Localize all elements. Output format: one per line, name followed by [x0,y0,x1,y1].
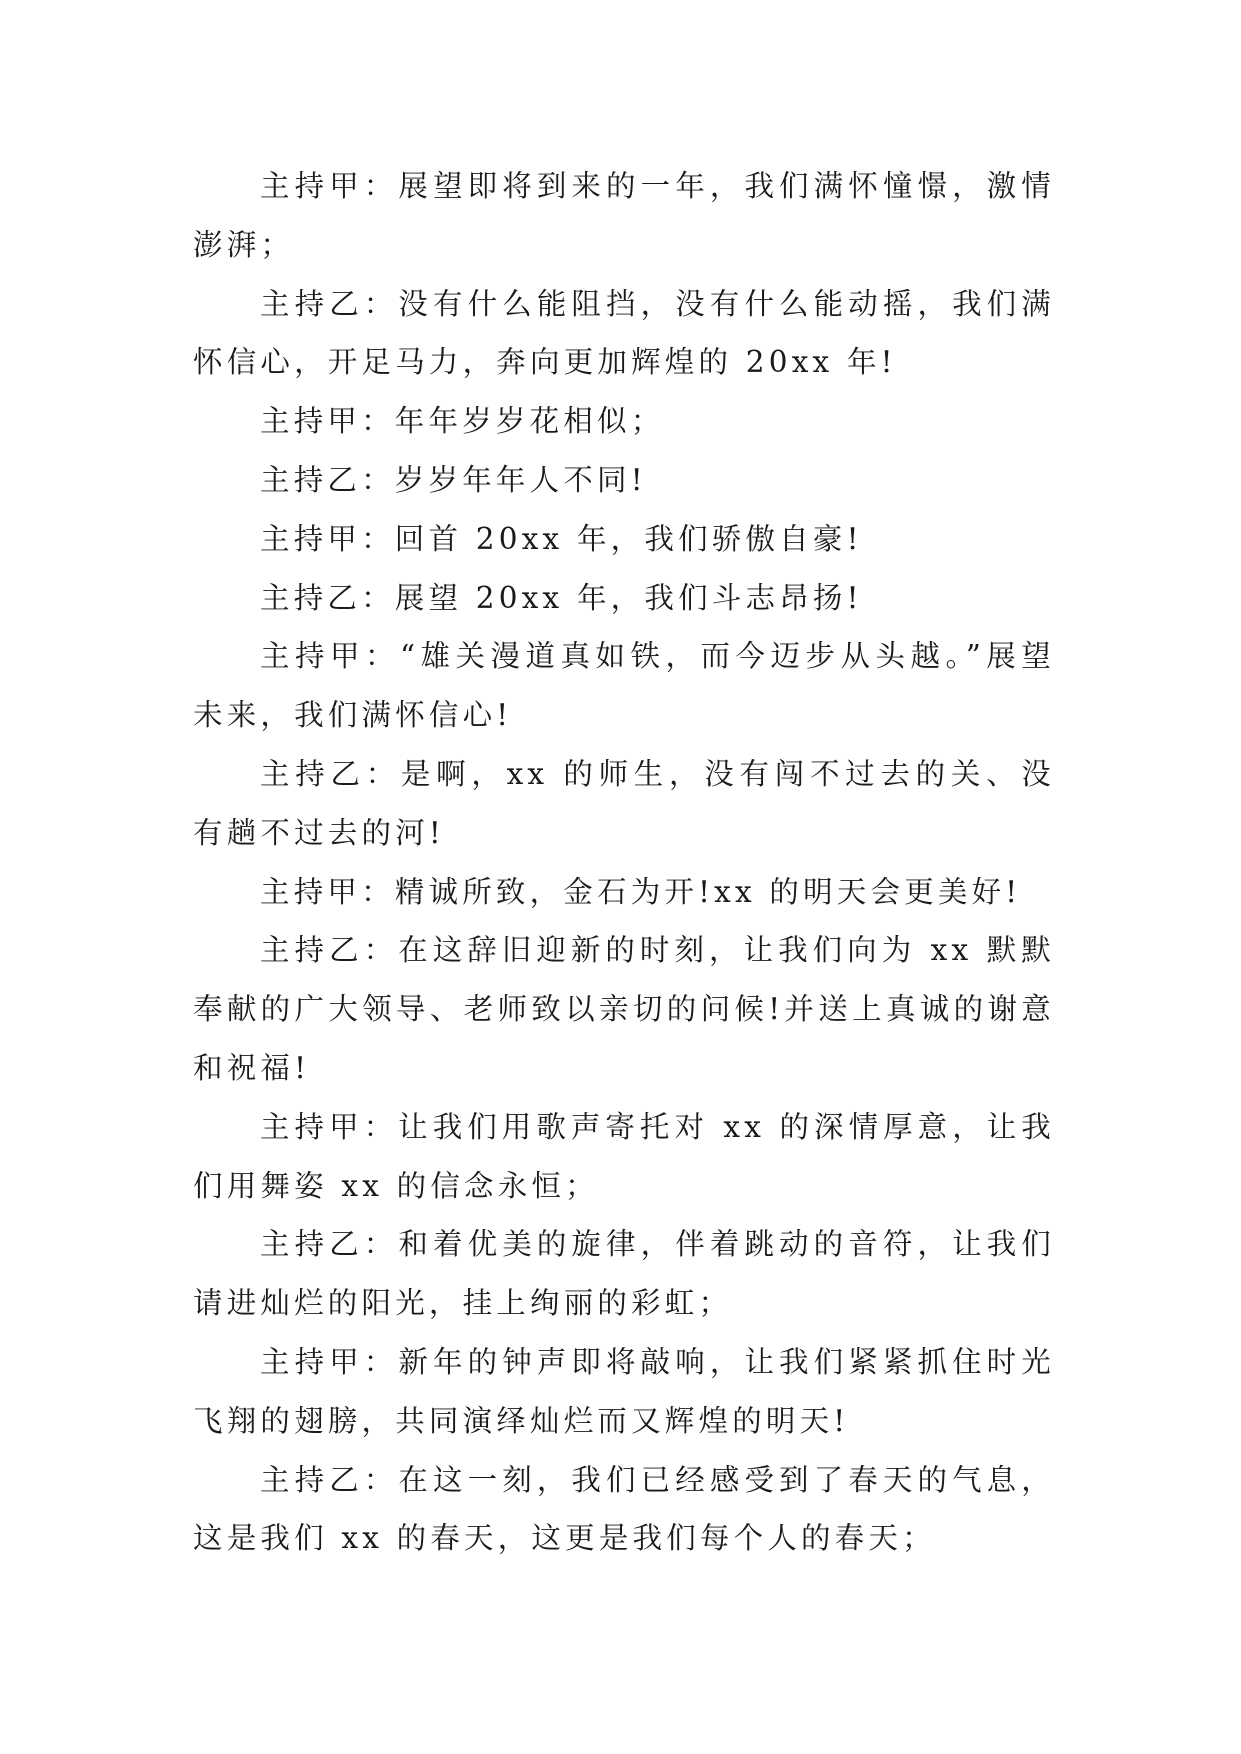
paragraph-4: 主持乙：岁岁年年人不同! [260,462,647,497]
paragraph-6: 主持乙：展望 20xx 年，我们斗志昂扬! [260,580,863,615]
paragraph-1: 主持甲：展望即将到来的一年，我们满怀憧憬，激情澎湃； [193,169,1055,262]
paragraph-5: 主持甲：回首 20xx 年，我们骄傲自豪! [260,521,863,556]
paragraph-8: 主持乙：是啊，xx 的师生，没有闯不过去的关、没有趟不过去的河! [193,756,1055,850]
paragraph-9: 主持甲：精诚所致，金石为开!xx 的明天会更美好! [260,874,1022,909]
document-body [193,157,1055,1568]
paragraph-14: 主持乙：在这一刻，我们已经感受到了春天的气息，这是我们 xx 的春天，这更是我们每个人的春天； [193,1462,1055,1556]
paragraph-11: 主持甲：让我们用歌声寄托对 xx 的深情厚意，让我们用舞姿 xx 的信念永恒； [193,1109,1055,1203]
paragraph-13: 主持甲：新年的钟声即将敲响，让我们紧紧抓住时光飞翔的翅膀，共同演绎灿烂而又辉煌的明天! [193,1344,1055,1438]
paragraph-2: 主持乙：没有什么能阻挡，没有什么能动摇，我们满怀信心，开足马力，奔向更加辉煌的 20xx 年! [193,286,1055,380]
paragraph-12: 主持乙：和着优美的旋律，伴着跳动的音符，让我们请进灿烂的阳光，挂上绚丽的彩虹； [193,1227,1055,1321]
paragraph-7: 主持甲：“雄关漫道真如铁，而今迈步从头越。”展望未来，我们满怀信心! [193,639,1055,733]
paragraph-10: 主持乙：在这辞旧迎新的时刻，让我们向为 xx 默默奉献的广大领导、老师致以亲切的问候!并送上真诚的谢意和祝福! [193,933,1055,1085]
paragraph-3: 主持甲：年年岁岁花相似； [260,404,665,439]
